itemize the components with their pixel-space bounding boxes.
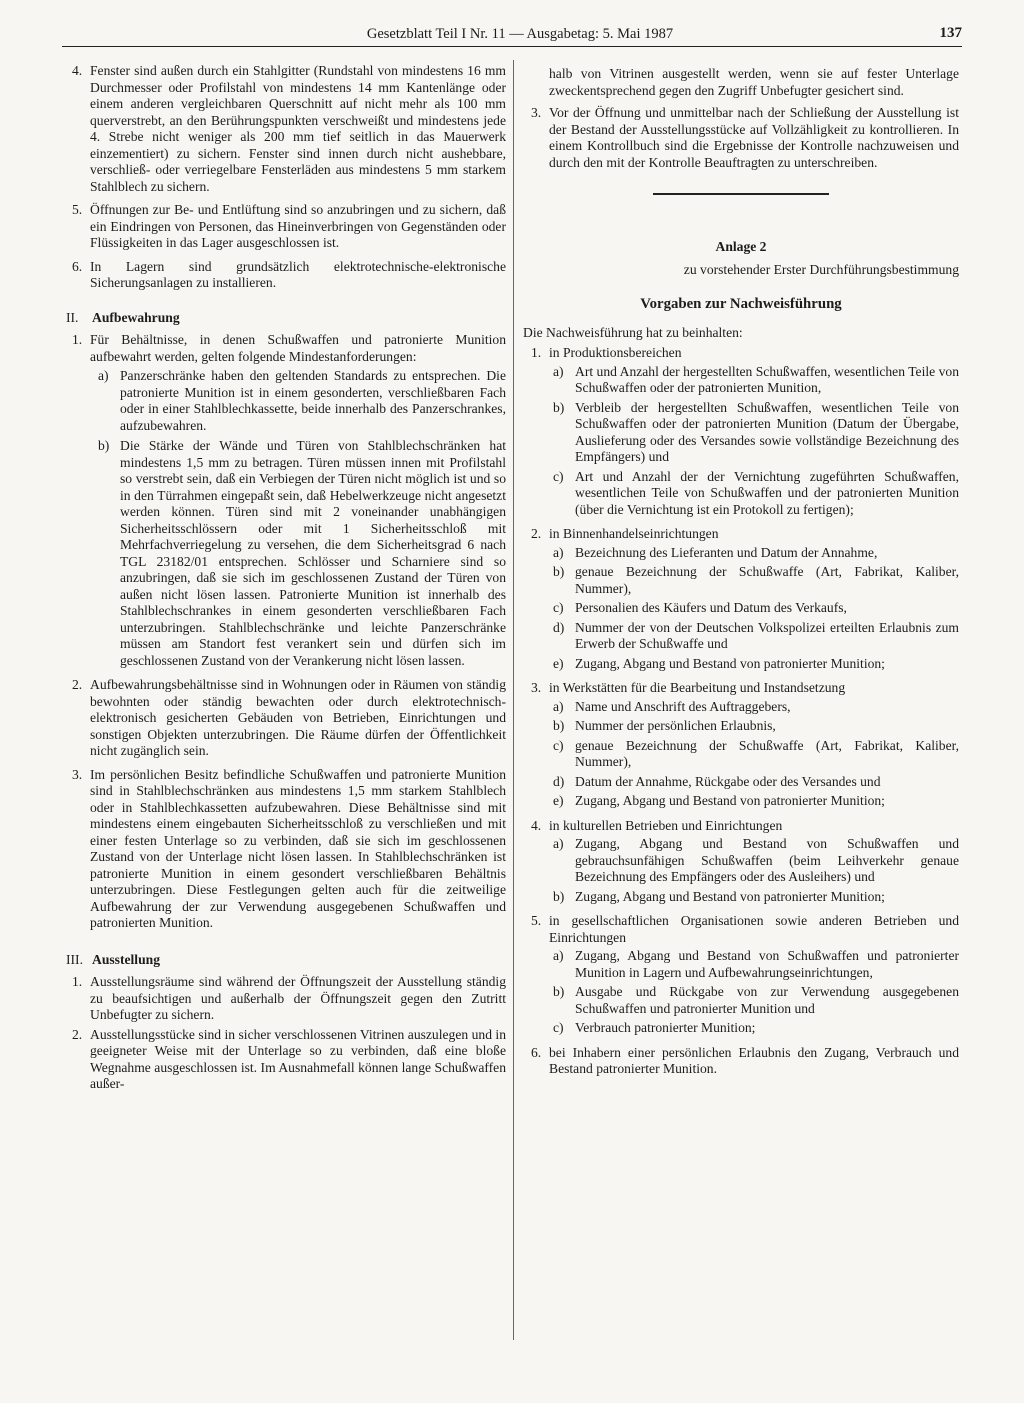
sub-item: a) Panzerschränke haben den geltenden Standards zu entsprechen. Die patronierte Munition ist in einem gesonderten, verschließbaren Fach oder in einer Stahlblechkassette, beide innerhalb des Panzerschrankes, aufzubewahren. bbox=[98, 368, 506, 433]
paragraph: Vor der Öffnung und unmittelbar nach der Schließung der Ausstellung ist der Bestand der Ausstellungsstücke auf Vollzähligkeit zu kontrollieren. In einem Kontrollbuch sind die Ergebnisse der Kontrolle nachzuweisen und durch den mit der Kontrolle Beauftragten zu unterschreiben. bbox=[549, 105, 959, 170]
list-item: 2. in Binnenhandelseinrichtungen bbox=[531, 526, 719, 541]
sub-item: d) Nummer der von der Deutschen Volkspolizei erteilten Erlaubnis zum Erwerb der Schußwaffe und bbox=[553, 619, 959, 651]
page-number: 137 bbox=[939, 25, 962, 41]
list-item: 4. Fenster sind außen durch ein Stahlgitter (Rundstahl von mindestens 16 mm Durchmesser oder Profilstahl von mindestens 14 mm Kantenlänge oder einem anderen vergleichbaren Querschnitt auf nicht mehr als 100 mm querverstrebt, an den Berührungspunkten verschweißt und mindestens jede 4. Strebe nicht weniger als 200 mm tief seitlich in das Mauerwerk einzementiert) zu sichern. Fenster sind innen durch nicht aushebbare, verschließ- oder verriegelbare Fensterläden aus mindestens 5 mm starkem Stahlblech zu sichern. bbox=[72, 63, 506, 194]
list-item: 4. in kulturellen Betrieben und Einrichtungen bbox=[531, 817, 783, 833]
section-heading: II. Aufbewahrung bbox=[66, 309, 180, 325]
annex-title: Anlage 2 bbox=[715, 239, 767, 254]
sub-item: b) Ausgabe und Rückgabe von zur Verwendung ausgegebenen Schußwaffen und patronierter Munition und bbox=[553, 984, 959, 1016]
list-item: 1. Ausstellungsräume sind während der Öffnungszeit der Ausstellung ständig zu beaufsichtigen und außerhalb der Öffnungszeit gegen den Zutritt Unbefugter zu sichern. bbox=[72, 974, 506, 1022]
list-item: 1. Für Behältnisse, in denen Schußwaffen und patronierte Munition aufbewahrt werden, gelten folgende Mindestanforderungen: bbox=[72, 332, 506, 364]
right-column bbox=[523, 66, 959, 1080]
list-item: 6. In Lagern sind grundsätzlich elektrotechnische-elektronische Sicherungsanlagen zu installieren. bbox=[72, 258, 506, 290]
paragraph: Die Nachweisführung hat zu beinhalten: bbox=[523, 324, 743, 340]
annex-heading: Vorgaben zur Nachweisführung bbox=[640, 296, 842, 312]
sub-item: d) Datum der Annahme, Rückgabe oder des Versandes und bbox=[553, 773, 881, 789]
sub-item: b) Zugang, Abgang und Bestand von patronierter Munition; bbox=[553, 888, 885, 904]
paragraph: Im persönlichen Besitz befindliche Schußwaffen und patronierte Munition sind in Stahlblechschränken aus mindestens 1,5 mm starkem Stahlblech oder in Stahlblechkassetten aufzubewahren. Diese Behältnisse sind mit mindestens einem eingebauten Sicherheitsschloß zu verschließen und mit einer festen Unterlage so zu verbinden, daß sie sich im geschlossenen Zustand von der Unterlage nicht lösen lassen. In Stahlblechschränken ist patronierte Munition in einem gesondert verschließbaren Behältnis unterzubringen. Diese Festlegungen gelten auch für die zeitweilige Aufbewahrung der zur Verwendung ausgegebenen Schußwaffen und patronierten Munition. bbox=[90, 766, 506, 930]
sub-item: c) genaue Bezeichnung der Schußwaffe (Art, Fabrikat, Kaliber, Nummer), bbox=[553, 737, 959, 769]
paragraph: In Lagern sind grundsätzlich elektrotechnische-elektronische Sicherungsanlagen zu installieren. bbox=[90, 258, 506, 290]
paragraph: Ausstellungsräume sind während der Öffnungszeit der Ausstellung ständig zu beaufsichtigen und außerhalb der Öffnungszeit gegen den Zutritt Unbefugter zu sichern. bbox=[90, 974, 506, 1022]
section-heading: III. Ausstellung bbox=[66, 951, 160, 967]
list-item: 3. Im persönlichen Besitz befindliche Schußwaffen und patronierte Munition sind in Stahlblechschränken aus mindestens 1,5 mm starkem Stahlblech oder in Stahlblechkassetten aufzubewahren. Diese Behältnisse sind mit mindestens einem eingebauten Sicherheitsschloß zu verschließen und mit einer festen Unterlage so zu verbinden, daß sie sich im geschlossenen Zustand von der Unterlage nicht lösen lassen. In Stahlblechschränken ist patronierte Munition in einem gesondert verschließbaren Behältnis unterzubringen. Diese Festlegungen gelten auch für die zeitweilige Aufbewahrung der zur Verwendung ausgegebenen Schußwaffen und patronierten Munition. bbox=[72, 766, 506, 930]
list-item: 2. Ausstellungsstücke sind in sicher verschlossenen Vitrinen auszulegen und in geeigneter Weise mit der Unterlage so zu verbinden, daß eine bloße Wegnahme ausgeschlossen ist. Im Ausnahmefall können lange Schußwaffen außer- bbox=[72, 1026, 506, 1091]
paragraph: Fenster sind außen durch ein Stahlgitter (Rundstahl von mindestens 16 mm Durchmesser oder Profilstahl von mindestens 14 mm Kantenlänge oder einem anderen vergleichbaren Querschnitt auf nicht mehr als 100 mm querverstrebt, an den Berührungspunkten verschweißt und mindestens jede 4. Strebe nicht weniger als 200 mm tief seitlich in das Mauerwerk einzementiert) zu sichern. Fenster sind innen durch nicht aushebbare, verschließ- oder verriegelbare Fensterläden aus mindestens 5 mm starkem Stahlblech zu sichern. bbox=[90, 63, 506, 194]
sub-item: a) Zugang, Abgang und Bestand von Schußwaffen und gebrauchsunfähigen Schußwaffen (beim Leihverkehr genaue Bezeichnung des Empfängers oder des Ausleihers) und bbox=[553, 836, 959, 884]
page-header bbox=[0, 24, 1024, 46]
list-item bbox=[523, 66, 959, 99]
sub-item: b) genaue Bezeichnung der Schußwaffe (Art, Fabrikat, Kaliber, Nummer), bbox=[553, 564, 959, 596]
paragraph: halb von Vitrinen ausgestellt werden, wenn sie auf fester Unterlage zweckentsprechend gegen den Zugriff Unbefugter gesichert sind. bbox=[549, 66, 959, 98]
paragraph: Öffnungen zur Be- und Entlüftung sind so anzubringen und zu sichern, daß ein Eindringen von Personen, das Hineinverbringen von Gegenständen oder Flüssigkeiten in das Lager ausgeschlossen ist. bbox=[90, 202, 506, 250]
list-item: 2. Aufbewahrungsbehältnisse sind in Wohnungen oder in Räumen von ständig bewohnten oder ständig bewachten oder durch elektrotechnisch-elektronisch gesicherten Gebäuden von Betrieben, Einrichtungen und sonstigen Objekten unterzubringen. Die Räume dürfen der Öffentlichkeit nicht zugänglich sein. bbox=[72, 677, 506, 758]
sub-item: a) Name und Anschrift des Auftraggebers, bbox=[553, 698, 791, 714]
sub-item: a) Zugang, Abgang und Bestand von Schußwaffen und patronierter Munition in Lagern und Aufbewahrungseinrichtungen, bbox=[553, 948, 959, 980]
sub-item: b) Die Stärke der Wände und Türen von Stahlblechschränken hat mindestens 1,5 mm zu betragen. Türen müssen innen mit Profilstahl so verstrebt sein, daß ein Verbiegen der Türen nicht möglich ist und so in den Türrahmen eingepaßt sein, daß Hebelwerkzeuge nicht angesetzt werden können. Türen sind mit 2 voneinander unabhängigen Sicherheitsschlössern oder mit 1 Sicherheitsschloß mit Mehrfachverriegelung zu versehen, die dem Sicherheitsgrad 6 nach TGL 23182/01 entsprechen. Schlösser und Scharniere sind so anzubringen, daß sie sich im geschlossenen Zustand der Türen von außen nicht lösen lassen. Patronierte Munition ist innerhalb des Stahlblechschrankes in einem gesonderten verschließbaren Fach unterzubringen. Stahlblechschränke und leichte Panzerschränke müssen am Standort fest verankert sein und dürfen sich im geschlossenen Zustand von der Verankerung nicht lösen lassen. bbox=[98, 438, 506, 668]
list-item: 6. bei Inhabern einer persönlichen Erlaubnis den Zugang, Verbrauch und Bestand patronierter Munition. bbox=[531, 1044, 959, 1076]
list-item: 3. in Werkstätten für die Bearbeitung und Instandsetzung bbox=[531, 680, 846, 695]
sub-item: c) Verbrauch patronierter Munition; bbox=[553, 1020, 756, 1035]
paragraph: Aufbewahrungsbehältnisse sind in Wohnungen oder in Räumen von ständig bewohnten oder ständig bewachten oder durch elektrotechnisch-elektronisch gesicherten Gebäuden von Betrieben, Einrichtungen und sonstigen Objekten unterzubringen. Die Räume dürfen der Öffentlichkeit nicht zugänglich sein. bbox=[90, 677, 506, 758]
paragraph: Panzerschränke haben den geltenden Standards zu entsprechen. Die patronierte Munition ist in einem gesonderten, verschließbaren Fach oder in einer Stahlblechkassette, beide innerhalb des Panzerschrankes, aufzubewahren. bbox=[120, 368, 506, 433]
header-title: Gesetzblatt Teil I Nr. 11 — Ausgabetag: 5. Mai 1987 bbox=[366, 26, 674, 42]
sub-item: c) Art und Anzahl der der Vernichtung zugeführten Schußwaffen, wesentlichen Teile von Schußwaffen und der patronierten Munition (über die Vernichtung ist ein Protokoll zu fertigen); bbox=[553, 468, 959, 517]
sub-item: a) Art und Anzahl der hergestellten Schußwaffen, wesentlichen Teile von Schußwaffen oder der patronierten Munition, bbox=[553, 363, 959, 395]
paragraph: Für Behältnisse, in denen Schußwaffen und patronierte Munition aufbewahrt werden, gelten folgende Mindestanforderungen: bbox=[90, 332, 506, 364]
sub-item: e) Zugang, Abgang und Bestand von patronierter Munition; bbox=[553, 793, 885, 808]
paragraph: Ausstellungsstücke sind in sicher verschlossenen Vitrinen auszulegen und in geeigneter Weise mit der Unterlage so zu verbinden, daß eine bloße Wegnahme ausgeschlossen ist. Im Ausnahmefall können lange Schußwaffen außer- bbox=[90, 1026, 506, 1091]
paragraph: Die Stärke der Wände und Türen von Stahlblechschränken hat mindestens 1,5 mm zu betragen. Türen müssen innen mit Profilstahl so verstrebt sein, daß ein Verbiegen der Türen nicht möglich ist und so in den Türrahmen eingepaßt sein, daß Hebelwerkzeuge nicht angesetzt werden können. Türen sind mit 2 voneinander unabhängigen Sicherheitsschlössern oder mit 1 Sicherheitsschloß mit Mehrfachverriegelung zu versehen, die dem Sicherheitsgrad 6 nach TGL 23182/01 entsprechen. Schlösser und Scharniere sind so anzubringen, daß sie sich im geschlossenen Zustand der Türen von außen nicht lösen lassen. Patronierte Munition ist innerhalb des Stahlblechschrankes in einem gesonderten verschließbaren Fach unterzubringen. Stahlblechschränke und leichte Panzerschränke müssen am Standort fest verankert sein und dürfen sich im geschlossenen Zustand von der Verankerung nicht lösen lassen. bbox=[120, 438, 506, 668]
column-divider bbox=[513, 60, 514, 1340]
list-item: 1. in Produktionsbereichen bbox=[531, 345, 682, 360]
sub-item: c) Personalien des Käufers und Datum des Verkaufs, bbox=[553, 600, 847, 615]
list-item: 5. in gesellschaftlichen Organisationen sowie anderen Betrieben und Einrichtungen bbox=[531, 913, 959, 945]
section-rule bbox=[653, 193, 829, 195]
list-item: 3. Vor der Öffnung und unmittelbar nach der Schließung der Ausstellung ist der Bestand der Ausstellungsstücke auf Vollzähligkeit zu kontrollieren. In einem Kontrollbuch sind die Ergebnisse der Kontrolle nachzuweisen und durch den mit der Kontrolle Beauftragten zu unterschreiben. bbox=[531, 105, 959, 170]
annex-subtitle: zu vorstehender Erster Durchführungsbestimmung bbox=[683, 261, 959, 277]
list-item: 5. Öffnungen zur Be- und Entlüftung sind so anzubringen und zu sichern, daß ein Eindringen von Personen, das Hineinverbringen von Gegenständen oder Flüssigkeiten in das Lager ausgeschlossen ist. bbox=[72, 202, 506, 250]
sub-item: b) Nummer der persönlichen Erlaubnis, bbox=[553, 718, 776, 733]
left-column bbox=[62, 63, 506, 1100]
sub-item: a) Bezeichnung des Lieferanten und Datum der Annahme, bbox=[553, 544, 878, 560]
sub-item: e) Zugang, Abgang und Bestand von patronierter Munition; bbox=[553, 655, 885, 671]
header-rule bbox=[62, 46, 962, 47]
sub-item: b) Verbleib der hergestellten Schußwaffen, wesentlichen Teile von Schußwaffen oder der patronierten Munition (Datum der Übergabe, Auslieferung oder des Versandes sowie vollständige Bezeichnung des Empfängers) und bbox=[553, 399, 959, 464]
